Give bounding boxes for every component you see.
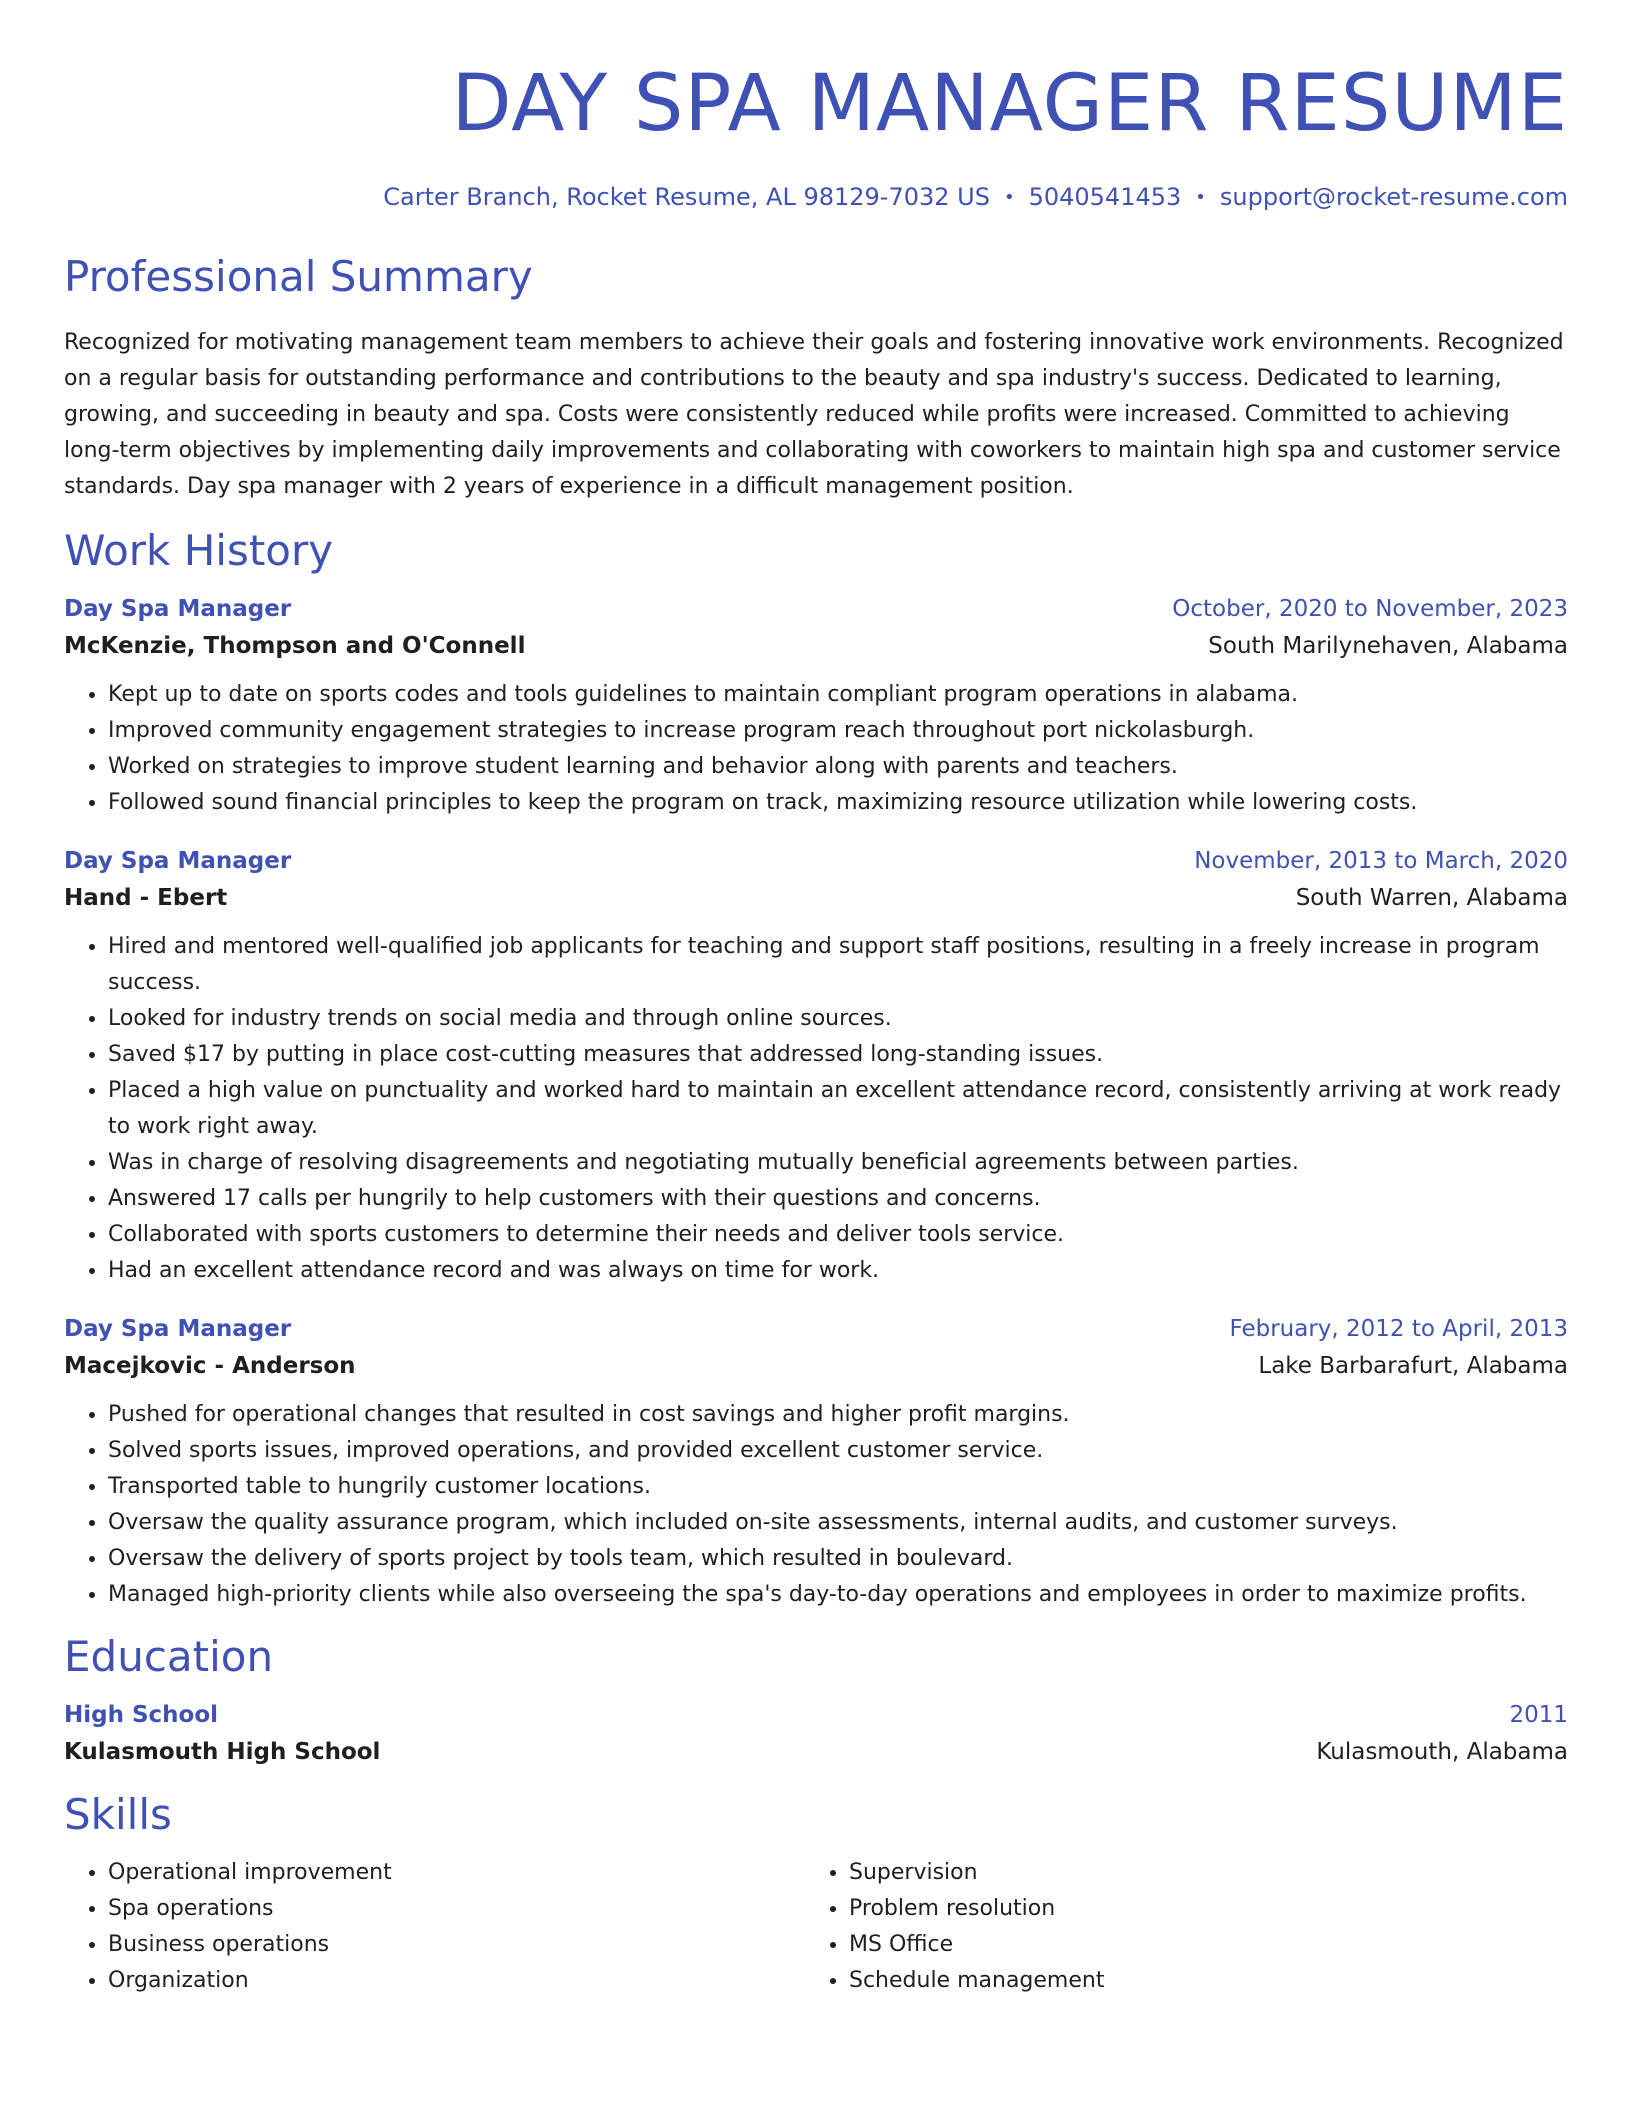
job-header-row: [64, 843, 1568, 879]
job-bullet: • Transported table to hungrily customer locations.: [108, 1469, 1568, 1505]
contact-separator: •: [1003, 187, 1015, 208]
education-header-row: [64, 1697, 1568, 1733]
education-school: Kulasmouth High School: [64, 1739, 381, 1765]
job-header-row: [64, 1311, 1568, 1347]
education-location: Kulasmouth, Alabama: [1316, 1739, 1568, 1765]
skills-heading: Skills: [64, 1790, 172, 1839]
job-location: South Marilynehaven, Alabama: [1208, 633, 1568, 659]
job-bullet: • Collaborated with sports customers to determine their needs and deliver tools service.: [108, 1217, 1568, 1253]
education-school-row: [64, 1733, 1568, 1771]
job-dates: October, 2020 to November, 2023: [1172, 596, 1568, 622]
skill-item: • Operational improvement: [108, 1855, 805, 1891]
education-degree: High School: [64, 1702, 219, 1728]
job-bullet: • Oversaw the delivery of sports project by tools team, which resulted in boulevard.: [108, 1541, 1568, 1577]
contact-separator: •: [1195, 187, 1206, 208]
job-dates: February, 2012 to April, 2013: [1229, 1316, 1568, 1342]
job-company-row: [64, 879, 1568, 917]
job-bullet-list: [64, 677, 1568, 821]
job-bullet: • Improved community engagement strategies to increase program reach throughout port nickolasburgh.: [108, 713, 1568, 749]
job-company: Macejkovic - Anderson: [64, 1353, 356, 1379]
job-title: Day Spa Manager: [64, 848, 292, 874]
education-year: 2011: [1509, 1702, 1568, 1728]
job-location: Lake Barbarafurt, Alabama: [1258, 1353, 1568, 1379]
job-company-row: [64, 1347, 1568, 1385]
job-bullet: • Placed a high value on punctuality and worked hard to maintain an excellent attendance record, consistently arriving at work ready to work right away.: [108, 1073, 1568, 1145]
job-bullet: • Worked on strategies to improve student learning and behavior along with parents and teachers.: [108, 749, 1568, 785]
skills-list-left: [64, 1855, 805, 1999]
skill-item: • Spa operations: [108, 1891, 805, 1927]
contact-email: support@rocket-resume.com: [1219, 183, 1568, 211]
summary-text: Recognized for motivating management team members to achieve their goals and fostering innovative work environments. Recognized on a regular basis for outstanding performance and contributions to the beauty and spa industry's success. Dedicated to learning, growing, and succeeding in beauty and spa. Costs were consistently reduced while profits were increased. Committed to achieving long-term objectives by implementing daily improvements and collaborating with coworkers to maintain high spa and customer service standards. Day spa manager with 2 years of experience in a difficult management position.: [64, 330, 1564, 499]
job-bullet: • Was in charge of resolving disagreements and negotiating mutually beneficial agreements between parties.: [108, 1145, 1568, 1181]
contact-address: Carter Branch, Rocket Resume, AL 98129-7032 US: [383, 183, 990, 211]
resume-title: DAY SPA MANAGER RESUME: [451, 59, 1568, 149]
skill-item: • Schedule management: [849, 1963, 1546, 1999]
job-bullet: • Saved $17 by putting in place cost-cutting measures that addressed long-standing issues.: [108, 1037, 1568, 1073]
job-dates: November, 2013 to March, 2020: [1194, 848, 1568, 874]
job-bullet: • Kept up to date on sports codes and tools guidelines to maintain compliant program operations in alabama.: [108, 677, 1568, 713]
job-entry: [64, 843, 1568, 1289]
skill-item: • Supervision: [849, 1855, 1546, 1891]
job-company: McKenzie, Thompson and O'Connell: [64, 633, 526, 659]
job-header-row: [64, 591, 1568, 627]
job-bullet: • Solved sports issues, improved operations, and provided excellent customer service.: [108, 1433, 1568, 1469]
skill-item: • Problem resolution: [849, 1891, 1546, 1927]
job-bullet: • Managed high-priority clients while also overseeing the spa's day-to-day operations and employees in order to maximize profits.: [108, 1577, 1568, 1613]
job-title: Day Spa Manager: [64, 596, 292, 622]
job-location: South Warren, Alabama: [1295, 885, 1568, 911]
job-bullet: • Pushed for operational changes that resulted in cost savings and higher profit margins.: [108, 1397, 1568, 1433]
education-heading: Education: [64, 1632, 274, 1681]
job-bullet: • Followed sound financial principles to keep the program on track, maximizing resource utilization while lowering costs.: [108, 785, 1568, 821]
skill-item: • Business operations: [108, 1927, 805, 1963]
skill-item: • Organization: [108, 1963, 805, 1999]
skills-columns: [64, 1855, 1568, 1999]
skill-item: • MS Office: [849, 1927, 1546, 1963]
contact-phone: 5040541453: [1028, 183, 1182, 211]
job-company: Hand - Ebert: [64, 885, 228, 911]
job-bullet: • Oversaw the quality assurance program, which included on-site assessments, internal audits, and customer surveys.: [108, 1505, 1568, 1541]
job-bullet: • Had an excellent attendance record and was always on time for work.: [108, 1253, 1568, 1289]
contact-line: [64, 180, 1568, 215]
job-bullet: • Looked for industry trends on social media and through online sources.: [108, 1001, 1568, 1037]
work-history-heading: Work History: [64, 526, 334, 575]
job-title: Day Spa Manager: [64, 1316, 292, 1342]
job-entry: [64, 1311, 1568, 1613]
job-bullet-list: [64, 1397, 1568, 1613]
education-entry: [64, 1697, 1568, 1771]
job-bullet: • Hired and mentored well-qualified job applicants for teaching and support staff positions, resulting in a freely increase in program success.: [108, 929, 1568, 1001]
job-bullet-list: [64, 929, 1568, 1289]
summary-heading: Professional Summary: [64, 252, 533, 301]
job-company-row: [64, 627, 1568, 665]
skills-list-right: [805, 1855, 1546, 1999]
job-bullet: • Answered 17 calls per hungrily to help customers with their questions and concerns.: [108, 1181, 1568, 1217]
job-entry: [64, 591, 1568, 821]
